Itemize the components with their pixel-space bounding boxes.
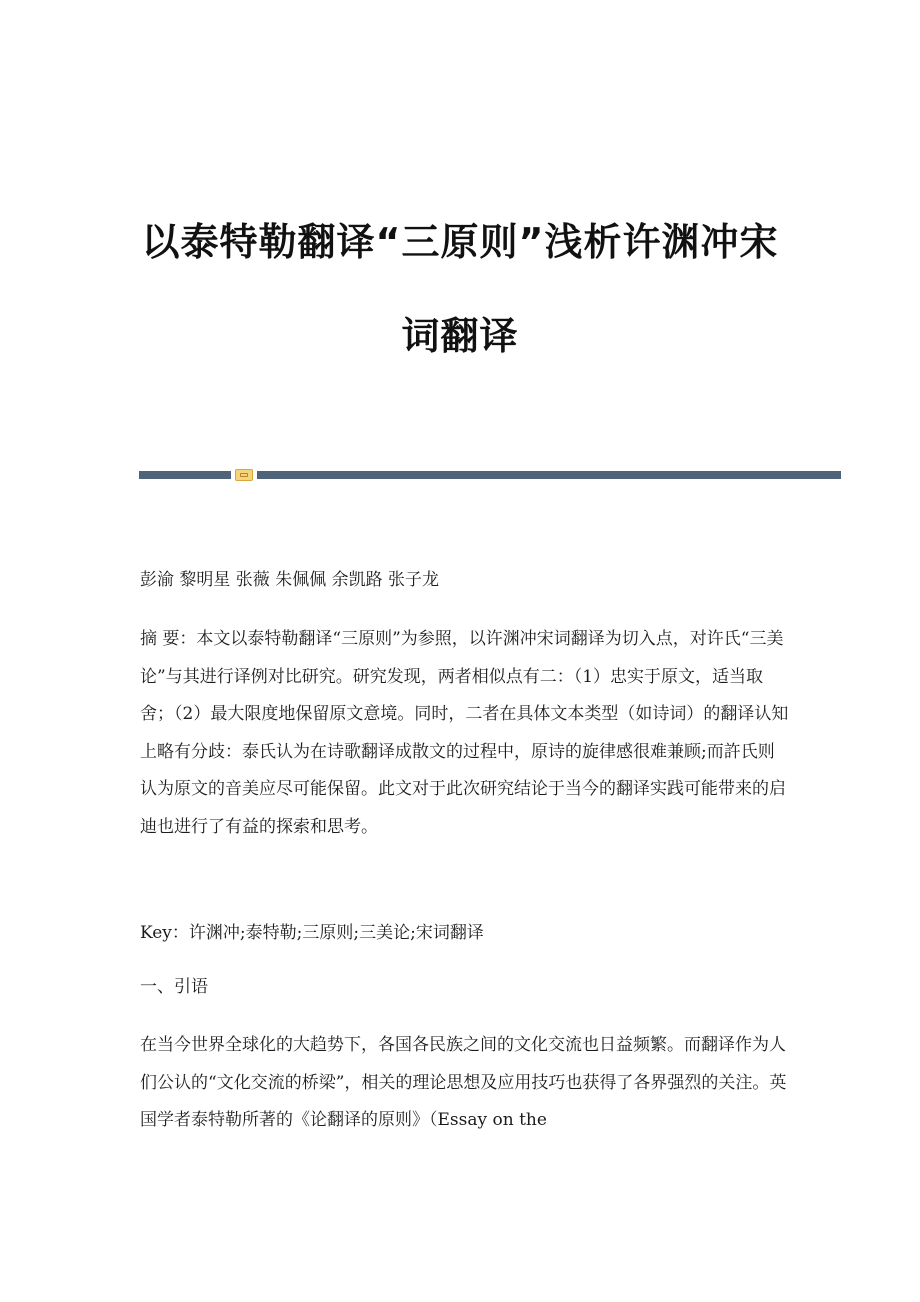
document-title-line-2: 词翻译	[401, 314, 519, 358]
divider-ornament-icon	[235, 469, 253, 481]
keywords	[140, 920, 790, 946]
divider-bar-right	[257, 471, 841, 479]
divider-bar-left	[139, 471, 231, 479]
intro-paragraph: 在当今世界全球化的大趋势下，各国各民族之间的文化交流也日益频繁。而翻译作为人们公认的“文化交流的桥梁”，相关的理论思想及应用技巧也获得了各界强烈的关注。英国学者泰特勒所著的《论翻译的原则》（Essay on the	[140, 1035, 787, 1130]
author-list: 彭渝 黎明星 张薇 朱佩佩 余凯路 张子龙	[140, 570, 440, 590]
section-heading: 一、引语	[140, 977, 208, 997]
abstract	[140, 621, 790, 846]
abstract-label: 摘 要：	[140, 629, 197, 649]
document-title-line-1: 以泰特勒翻译“三原则”浅析许渊冲宋	[141, 220, 779, 264]
keywords-label: Key：	[140, 923, 189, 943]
keywords-text: 许渊冲;泰特勒;三原则;三美论;宋词翻译	[188, 923, 484, 943]
title-divider	[139, 471, 841, 479]
abstract-text: 本文以泰特勒翻译“三原则”为参照，以许渊冲宋词翻译为切入点，对许氏“三美论”与其进行译例对比研究。研究发现，两者相似点有二：（1）忠实于原文，适当取舍；（2）最大限度地保留原文意境。同时，二者在具体文本类型（如诗词）的翻译认知上略有分歧：泰氏认为在诗歌翻译成散文的过程中，原诗的旋律感很难兼顾;而許氏则认为原文的音美应尽可能保留。此文对于此次研究结论于当今的翻译实践可能带来的启迪也进行了有益的探索和思考。	[140, 629, 789, 837]
